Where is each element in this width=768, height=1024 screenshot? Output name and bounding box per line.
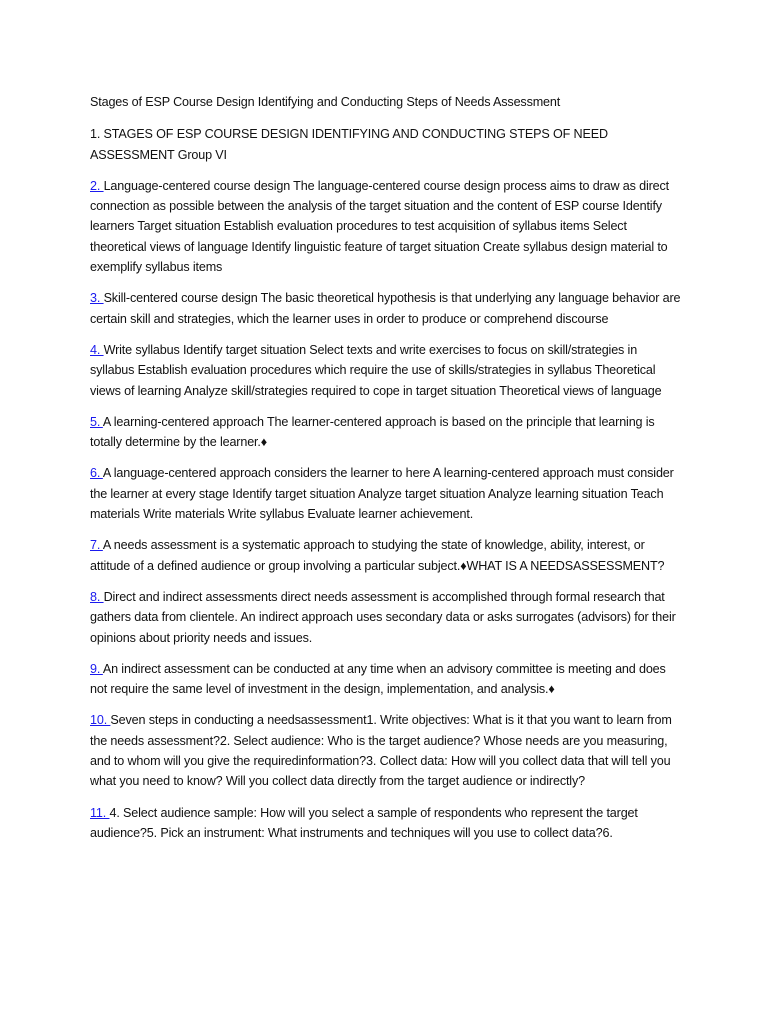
document-body [90, 92, 682, 854]
paragraph-text: 4. Select audience sample: How will you select a sample of respondents who represent the target audience?5. Pick an instrument: What instruments and techniques will you use to collect data?6. [90, 805, 638, 840]
page-link-8[interactable]: 8. [90, 589, 104, 604]
paragraph-text: Skill-centered course design The basic theoretical hypothesis is that underlying any language behavior are certain skill and strategies, which the learner uses in order to produce or comprehend discourse [90, 291, 681, 326]
page-link-5[interactable]: 5. [90, 414, 103, 429]
page-link-7[interactable]: 7. [90, 538, 103, 553]
paragraph-text: Write syllabus Identify target situation Select texts and write exercises to focus on skill/strategies in syllabus Establish evaluation procedures which require the use of skills/strategies in syllabus Theoretical views of learning Analyze skill/strategies required to cope in target situation Theoretical views of language [90, 342, 662, 398]
page-link-3[interactable]: 3. [90, 291, 104, 306]
paragraph-4 [90, 340, 682, 401]
paragraph-5 [90, 412, 682, 453]
paragraph-text: 1. STAGES OF ESP COURSE DESIGN IDENTIFYING AND CONDUCTING STEPS OF NEED ASSESSMENT Group VI [90, 127, 608, 162]
paragraph-1 [90, 124, 682, 165]
paragraph-11 [90, 803, 682, 844]
page-link-9[interactable]: 9. [90, 661, 103, 676]
paragraph-text: A language-centered approach considers the learner to here A learning-centered approach must consider the learner at every stage Identify target situation Analyze target situation Analyze learning situation Teach materials Write materials Write syllabus Evaluate learner achievement. [90, 466, 674, 522]
paragraph-text: Direct and indirect assessments direct needs assessment is accomplished through formal research that gathers data from clientele. An indirect approach uses secondary data or asks surrogates (advisors) for their opinions about priority needs and issues. [90, 589, 676, 645]
page-link-4[interactable]: 4. [90, 342, 104, 357]
page-link-11[interactable]: 11. [90, 805, 110, 820]
paragraph-3 [90, 288, 682, 329]
paragraph-7 [90, 535, 682, 576]
paragraph-text: Language-centered course design The language-centered course design process aims to draw as direct connection as possible between the analysis of the target situation and the content of ESP course Identify learners Target situation Establish evaluation procedures to test acquisition of syllabus items Select theoretical views of language Identify linguistic feature of target situation Create syllabus design material to exemplify syllabus items [90, 178, 669, 275]
paragraph-2 [90, 176, 682, 277]
paragraph-text: An indirect assessment can be conducted at any time when an advisory committee is meeting and does not require the same level of investment in the design, implementation, and analysis.♦ [90, 661, 666, 697]
paragraph-text: A learning-centered approach The learner-centered approach is based on the principle that learning is totally determine by the learner.♦ [90, 414, 655, 450]
paragraph-9 [90, 659, 682, 700]
page-link-6[interactable]: 6. [90, 466, 103, 481]
page-link-2[interactable]: 2. [90, 178, 104, 193]
paragraph-text: Seven steps in conducting a needsassessment1. Write objectives: What is it that you want to learn from the needs assessment?2. Select audience: Who is the target audience? Whose needs are you measuring, and to whom will you give the requiredinformation?3. Collect data: How will you collect data that will tell you what you need to know? Will you collect data directly from the target audience or indirectly? [90, 713, 672, 789]
page-link-10[interactable]: 10. [90, 713, 111, 728]
paragraph-6 [90, 463, 682, 524]
paragraph-8 [90, 587, 682, 648]
document-title: Stages of ESP Course Design Identifying and Conducting Steps of Needs Assessment [90, 95, 561, 109]
paragraph-text: A needs assessment is a systematic approach to studying the state of knowledge, ability, interest, or attitude of a defined audience or group involving a particular subject.♦WHAT IS A NEEDSASSESSMENT? [90, 538, 665, 573]
paragraph-10 [90, 710, 682, 791]
